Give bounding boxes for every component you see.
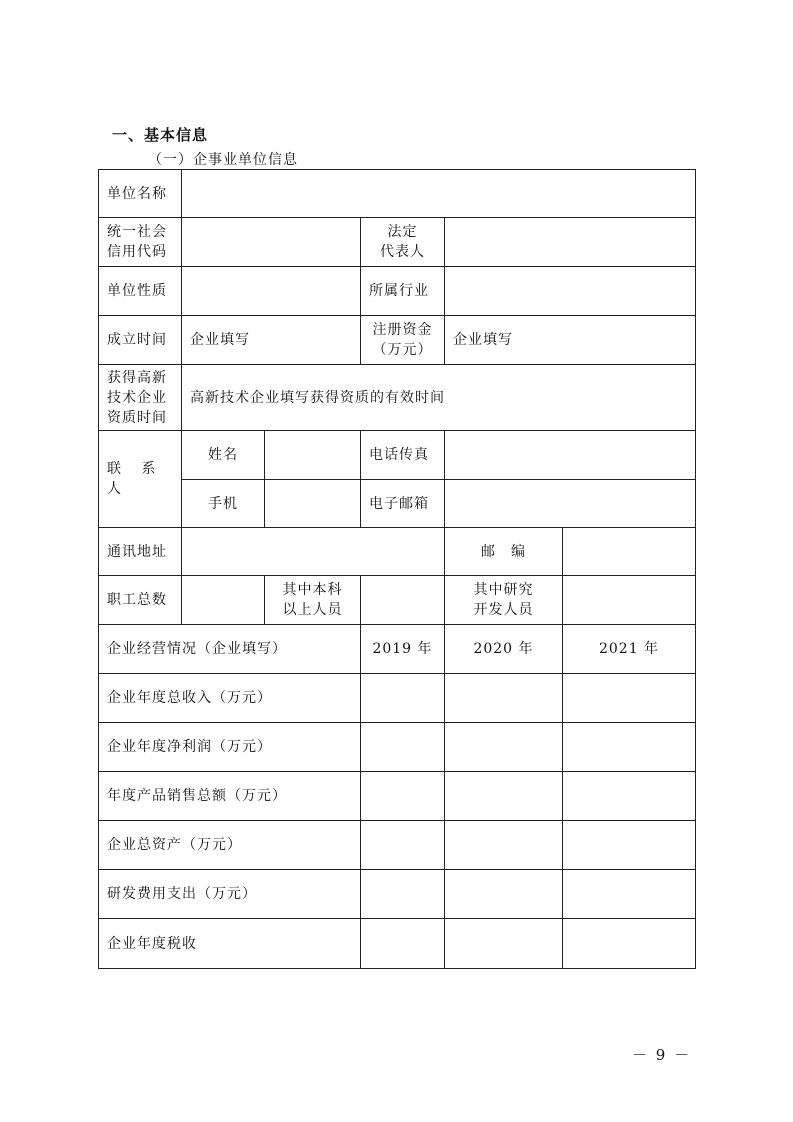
staff-total-value[interactable] (182, 576, 265, 625)
year-header-2021: 2021 年 (563, 625, 696, 674)
table-row (99, 218, 696, 267)
ops-cell[interactable] (445, 772, 563, 821)
label-phone-fax: 电话传真 (361, 431, 445, 480)
ops-row-label: 企业年度净利润（万元） (99, 723, 361, 772)
label-unit-nature: 单位性质 (99, 267, 182, 316)
label-email: 电子邮箱 (361, 480, 445, 528)
credit-code-value[interactable] (182, 218, 361, 267)
ops-cell[interactable] (361, 674, 445, 723)
section-heading: 一、基本信息 (112, 126, 209, 144)
page-number: － 9 － (632, 1046, 692, 1064)
ops-row-label: 研发费用支出（万元） (99, 870, 361, 919)
table-row (99, 919, 696, 969)
table-row (99, 480, 696, 528)
table-row (99, 772, 696, 821)
reg-capital-value[interactable]: 企业填写 (445, 316, 696, 365)
ops-cell[interactable] (563, 919, 696, 969)
ops-cell[interactable] (361, 919, 445, 969)
ops-header: 企业经营情况（企业填写） (99, 625, 361, 674)
address-value[interactable] (182, 528, 445, 576)
table-row (99, 170, 696, 218)
year-header-2020: 2020 年 (445, 625, 563, 674)
ops-row-label: 企业年度总收入（万元） (99, 674, 361, 723)
industry-value[interactable] (445, 267, 696, 316)
label-postcode: 邮 编 (445, 528, 563, 576)
table-row (99, 821, 696, 870)
label-reg-capital: 注册资金 （万元） (361, 316, 445, 365)
table-row (99, 528, 696, 576)
ops-cell[interactable] (563, 772, 696, 821)
table-row (99, 365, 696, 431)
table-row (99, 674, 696, 723)
bachelor-plus-value[interactable] (361, 576, 445, 625)
year-header-2019: 2019 年 (361, 625, 445, 674)
mobile-value[interactable] (265, 480, 361, 528)
unit-name-value[interactable] (182, 170, 696, 218)
table-row (99, 576, 696, 625)
ops-cell[interactable] (563, 870, 696, 919)
label-address: 通讯地址 (99, 528, 182, 576)
ops-cell[interactable] (445, 919, 563, 969)
label-staff-total: 职工总数 (99, 576, 182, 625)
ops-cell[interactable] (445, 821, 563, 870)
label-legal-rep: 法定 代表人 (361, 218, 445, 267)
ops-row-label: 企业总资产（万元） (99, 821, 361, 870)
ops-cell[interactable] (563, 674, 696, 723)
ops-cell[interactable] (361, 870, 445, 919)
hitech-time-value[interactable]: 高新技术企业填写获得资质的有效时间 (182, 365, 696, 431)
ops-cell[interactable] (563, 821, 696, 870)
rnd-staff-value[interactable] (563, 576, 696, 625)
founded-value[interactable]: 企业填写 (182, 316, 361, 365)
label-name: 姓名 (182, 431, 265, 480)
ops-row-label: 企业年度税收 (99, 919, 361, 969)
table-row (99, 870, 696, 919)
contact-name-value[interactable] (265, 431, 361, 480)
table-row (99, 431, 696, 480)
table-row (99, 267, 696, 316)
unit-nature-value[interactable] (182, 267, 361, 316)
label-bachelor-plus: 其中本科 以上人员 (265, 576, 361, 625)
label-unit-name: 单位名称 (99, 170, 182, 218)
postcode-value[interactable] (563, 528, 696, 576)
label-industry: 所属行业 (361, 267, 445, 316)
table-row (99, 723, 696, 772)
label-hitech-time: 获得高新 技术企业 资质时间 (99, 365, 182, 431)
table-row (99, 316, 696, 365)
ops-cell[interactable] (445, 870, 563, 919)
ops-cell[interactable] (361, 821, 445, 870)
ops-cell[interactable] (445, 674, 563, 723)
subsection-heading: （一）企事业单位信息 (148, 152, 298, 168)
phone-fax-value[interactable] (445, 431, 696, 480)
ops-row-label: 年度产品销售总额（万元） (99, 772, 361, 821)
label-mobile: 手机 (182, 480, 265, 528)
email-value[interactable] (445, 480, 696, 528)
ops-cell[interactable] (361, 723, 445, 772)
enterprise-info-table (98, 169, 696, 969)
label-founded: 成立时间 (99, 316, 182, 365)
table-row (99, 625, 696, 674)
ops-cell[interactable] (445, 723, 563, 772)
legal-rep-value[interactable] (445, 218, 696, 267)
ops-cell[interactable] (563, 723, 696, 772)
ops-cell[interactable] (361, 772, 445, 821)
label-contact: 联 系 人 (99, 431, 182, 528)
label-credit-code: 统一社会 信用代码 (99, 218, 182, 267)
label-rnd-staff: 其中研究 开发人员 (445, 576, 563, 625)
